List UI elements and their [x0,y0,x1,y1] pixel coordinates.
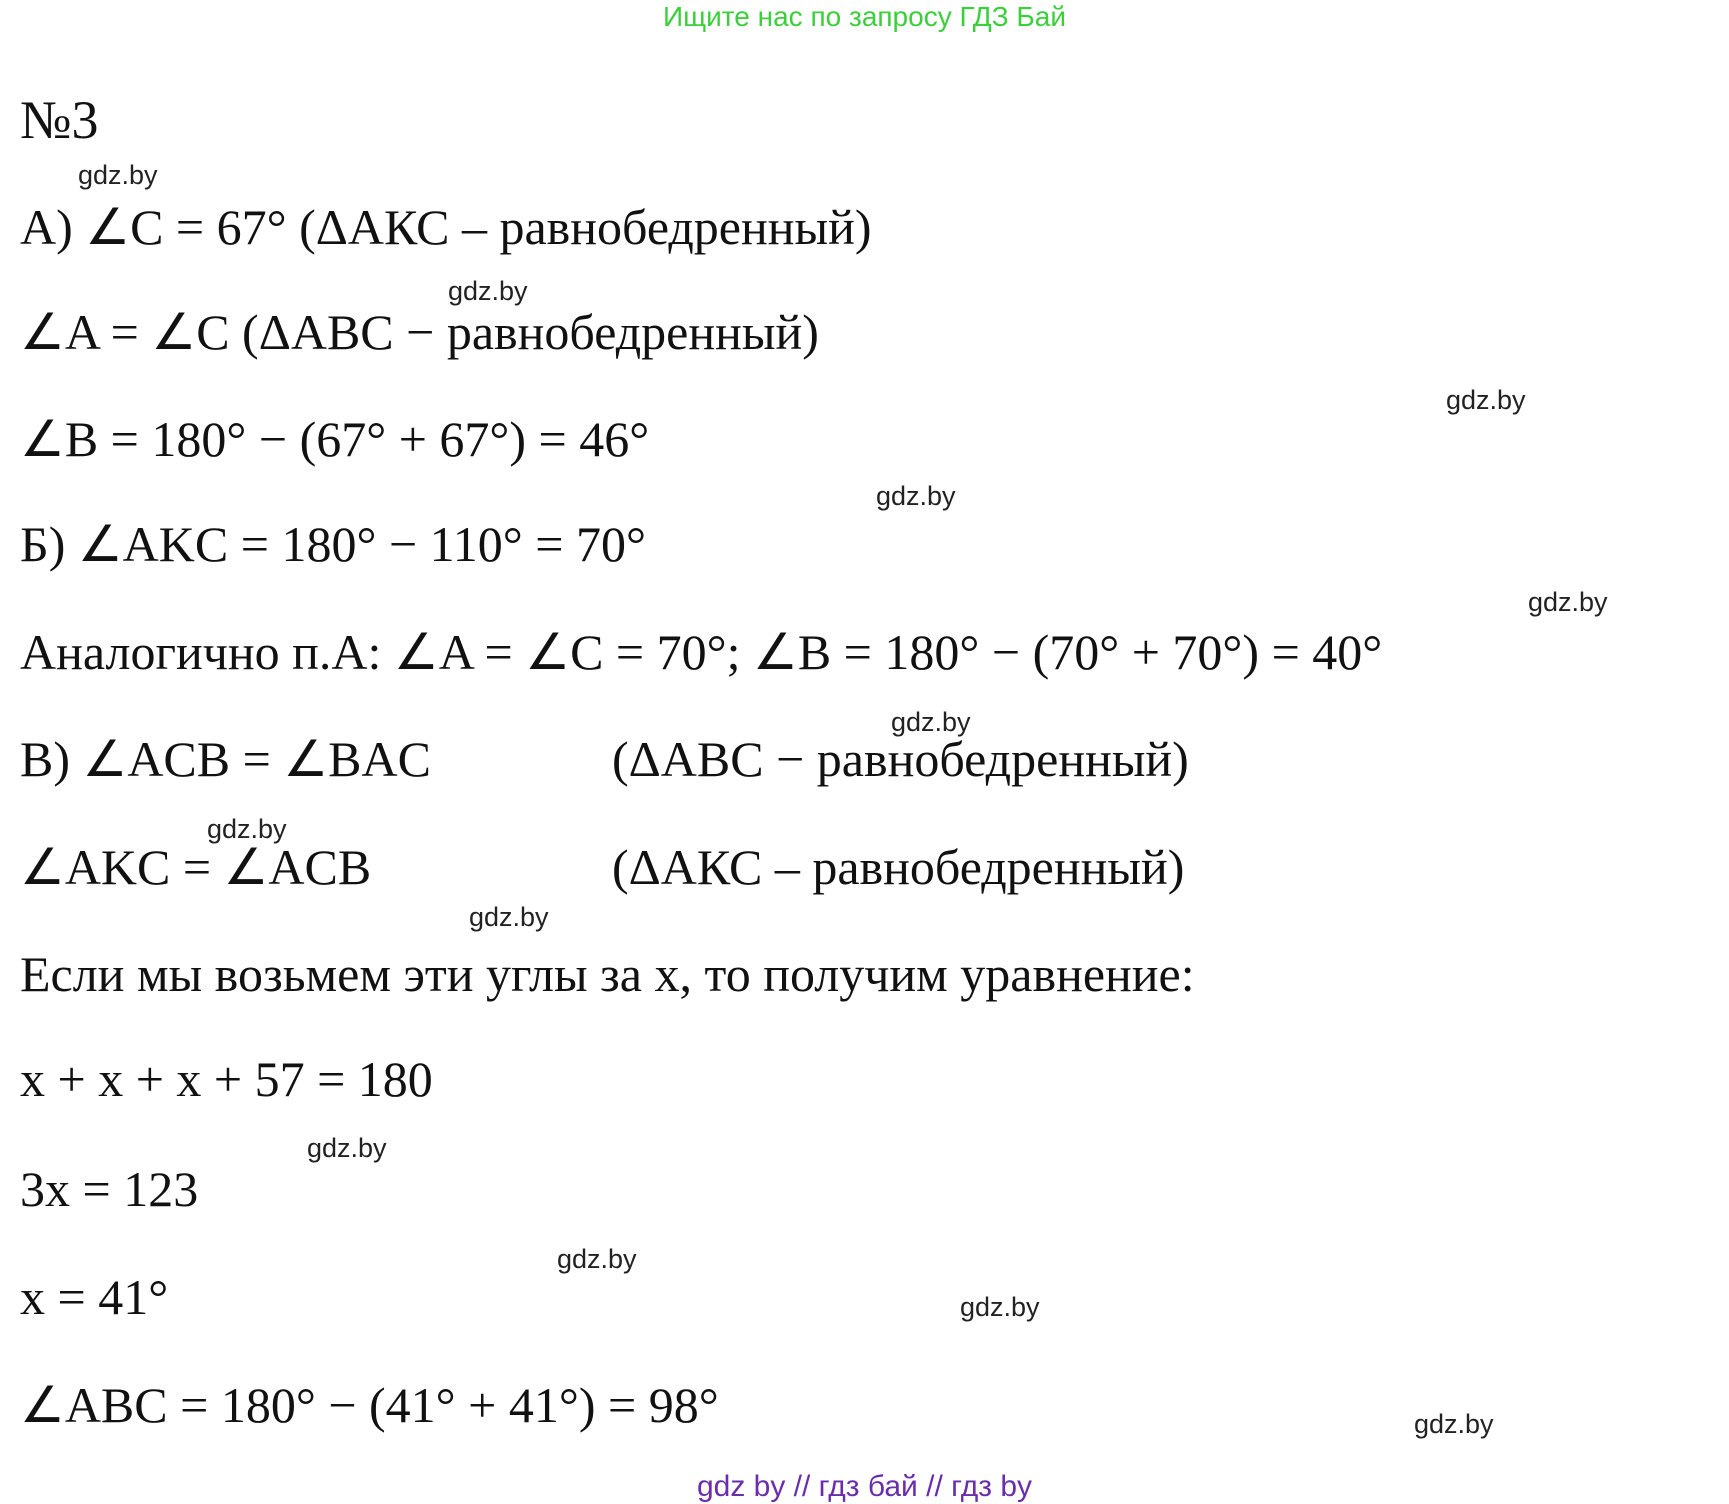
watermark: gdz.by [448,276,528,306]
footer-links: gdz by // гдз бай // гдз by [696,1470,1033,1503]
solution-line-b1: Б) ∠AKC = 180° − 110° = 70° [20,516,646,572]
solution-line-a2: ∠A = ∠C (ΔABC − равнобедренный) [20,304,819,360]
watermark: gdz.by [307,1133,387,1163]
watermark: gdz.by [891,707,971,737]
watermark: gdz.by [557,1244,637,1274]
watermark: gdz.by [469,902,549,932]
watermark: gdz.by [876,481,956,511]
equation-line-2: 3x = 123 [20,1161,199,1217]
solution-line-a1: А) ∠C = 67° (ΔАКС – равнобедренный) [20,199,872,255]
result-line: ∠ABC = 180° − (41° + 41°) = 98° [20,1377,719,1433]
watermark: gdz.by [1528,587,1608,617]
solution-line-c1-right: (ΔABC − равнобедренный) [612,731,1189,787]
solution-line-c2-right: (ΔАКС – равнобедренный) [612,839,1185,895]
solution-line-b2: Аналогично п.А: ∠A = ∠C = 70°; ∠B = 180° − (70° + 70°) = 40° [20,624,1383,680]
solution-line-c1-left: В) ∠ACB = ∠BAC [20,731,431,787]
task-number: №3 [20,90,99,150]
watermark: gdz.by [960,1292,1040,1322]
solution-line-c3: Если мы возьмем эти углы за x, то получим уравнение: [20,946,1195,1002]
watermark: gdz.by [78,160,158,190]
watermark: gdz.by [207,814,287,844]
watermark: gdz.by [1446,385,1526,415]
watermark: gdz.by [1414,1409,1494,1439]
equation-line-1: x + x + x + 57 = 180 [20,1051,433,1107]
equation-line-3: x = 41° [20,1269,169,1325]
solution-line-c2-left: ∠AKC = ∠ACB [20,839,372,895]
solution-line-a3: ∠B = 180° − (67° + 67°) = 46° [20,411,650,467]
search-banner: Ищите нас по запросу ГДЗ Бай [662,1,1067,32]
